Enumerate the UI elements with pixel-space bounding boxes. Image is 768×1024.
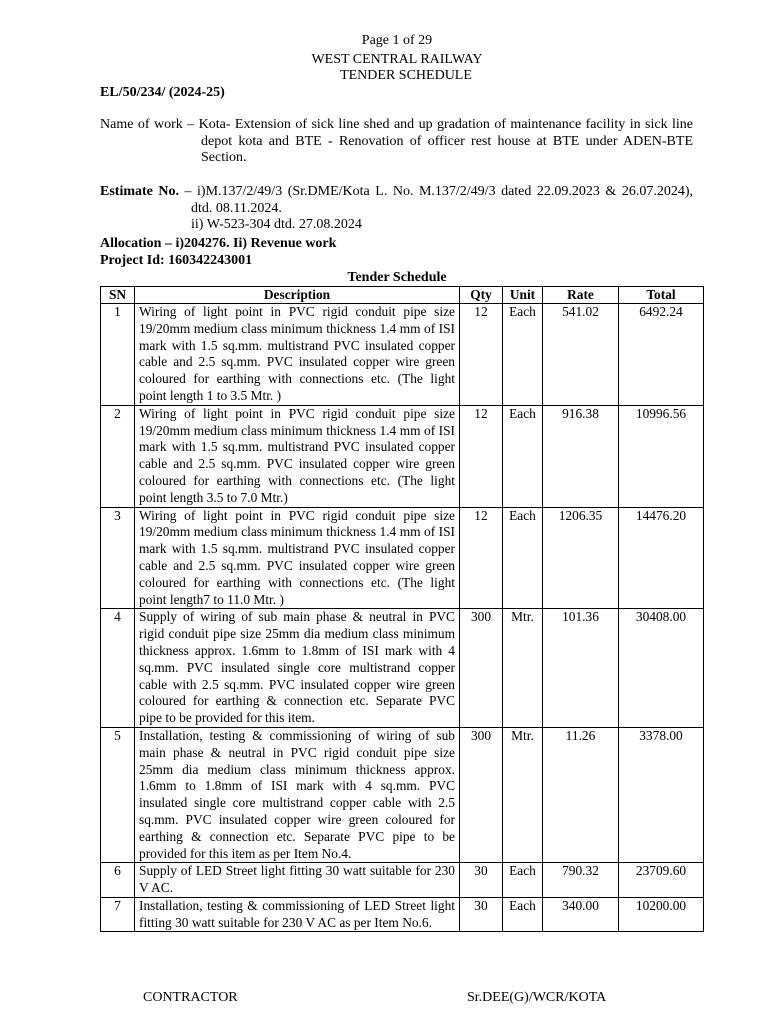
cell-description: Wiring of light point in PVC rigid conduit pipe size 19/20mm medium class minimum thickness 1.4 mm of ISI mark with 1.5 sq.mm. multistrand PVC insulated copper cable and 2.5 sq.mm. PVC insulated copper wire green coloured for earthing with connections etc. (The light point length7 to 11.0 Mtr. ) bbox=[135, 507, 460, 609]
cell-qty: 300 bbox=[460, 727, 503, 862]
cell-qty: 12 bbox=[460, 405, 503, 507]
name-of-work bbox=[100, 117, 693, 167]
cell-unit: Each bbox=[503, 863, 543, 898]
table-row bbox=[101, 727, 704, 862]
cell-sn: 3 bbox=[101, 507, 135, 609]
cell-sn: 4 bbox=[101, 609, 135, 728]
cell-unit: Mtr. bbox=[503, 727, 543, 862]
table-row bbox=[101, 863, 704, 898]
header-description: Description bbox=[135, 287, 460, 304]
cell-qty: 30 bbox=[460, 897, 503, 932]
cell-total: 23709.60 bbox=[619, 863, 704, 898]
cell-sn: 6 bbox=[101, 863, 135, 898]
cell-total: 10200.00 bbox=[619, 897, 704, 932]
cell-total: 10996.56 bbox=[619, 405, 704, 507]
cell-qty: 300 bbox=[460, 609, 503, 728]
table-row bbox=[101, 897, 704, 932]
estimate-line1 bbox=[100, 184, 693, 201]
cell-description: Installation, testing & commissioning of wiring of sub main phase & neutral in PVC rigid conduit pipe size 25mm dia medium class minimum thickness approx. 1.6mm to 1.8mm of ISI mark with 4 sq.mm. PVC insulated single core multistrand copper cable with 2.5 sq.mm. PVC insulated copper wire green coloured for earthing & connection etc. Separate PVC pipe to be provided for this item as per Item No.4. bbox=[135, 727, 460, 862]
header-total: Total bbox=[619, 287, 704, 304]
cell-rate: 101.36 bbox=[543, 609, 619, 728]
project-id: Project Id: 160342243001 bbox=[100, 253, 253, 268]
cell-qty: 12 bbox=[460, 304, 503, 406]
estimate-line2: dtd. 08.11.2024. bbox=[191, 200, 282, 216]
cell-rate: 11.26 bbox=[543, 727, 619, 862]
header-rate: Rate bbox=[543, 287, 619, 304]
document-title: TENDER SCHEDULE bbox=[340, 68, 472, 83]
cell-description: Supply of wiring of sub main phase & neutral in PVC rigid conduit pipe size 25mm dia medium class minimum thickness approx. 1.6mm to 1.8mm of ISI mark with 4 sq.mm. PVC insulated single core multistrand copper cable with 2.5 sq.mm. PVC insulated copper wire green coloured for earthing & connection etc. Separate PVC pipe to be provided for this item. bbox=[135, 609, 460, 728]
cell-rate: 340.00 bbox=[543, 897, 619, 932]
cell-sn: 5 bbox=[101, 727, 135, 862]
table-row bbox=[101, 405, 704, 507]
cell-unit: Mtr. bbox=[503, 609, 543, 728]
cell-description: Wiring of light point in PVC rigid conduit pipe size 19/20mm medium class minimum thickness 1.4 mm of ISI mark with 1.5 sq.mm. multistrand PVC insulated copper cable and 2.5 sq.mm. PVC insulated copper wire green coloured for earthing with connections etc. (The light point length 1 to 3.5 Mtr. ) bbox=[135, 304, 460, 406]
cell-unit: Each bbox=[503, 507, 543, 609]
cell-sn: 1 bbox=[101, 304, 135, 406]
table-header-row bbox=[101, 287, 704, 304]
table-title: Tender Schedule bbox=[347, 270, 447, 285]
officer-signature-label: Sr.DEE(G)/WCR/KOTA bbox=[467, 990, 607, 1005]
estimate-label: Estimate No. bbox=[100, 184, 179, 199]
cell-rate: 916.38 bbox=[543, 405, 619, 507]
allocation: Allocation – i)204276. Ii) Revenue work bbox=[100, 236, 337, 251]
header-sn: SN bbox=[101, 287, 135, 304]
name-of-work-line1: Name of work – Kota- Extension of sick line shed and up gradation of maintenance facility in sick line bbox=[100, 117, 693, 132]
cell-description: Installation, testing & commissioning of LED Street light fitting 30 watt suitable for 230 V AC as per Item No.6. bbox=[135, 897, 460, 932]
cell-sn: 7 bbox=[101, 897, 135, 932]
cell-sn: 2 bbox=[101, 405, 135, 507]
cell-rate: 1206.35 bbox=[543, 507, 619, 609]
cell-total: 6492.24 bbox=[619, 304, 704, 406]
table-row bbox=[101, 507, 704, 609]
estimate-line3: ii) W-523-304 dtd. 27.08.2024 bbox=[191, 217, 362, 232]
header-qty: Qty bbox=[460, 287, 503, 304]
name-of-work-rest: depot kota and BTE - Renovation of officer rest house at BTE under ADEN-BTE Section. bbox=[201, 133, 693, 165]
contractor-signature-label: CONTRACTOR bbox=[143, 990, 238, 1005]
reference-number: EL/50/234/ (2024-25) bbox=[100, 85, 225, 100]
cell-total: 30408.00 bbox=[619, 609, 704, 728]
cell-description: Wiring of light point in PVC rigid conduit pipe size 19/20mm medium class minimum thickness 1.4 mm of ISI mark with 1.5 sq.mm. multistrand PVC insulated copper cable and 2.5 sq.mm. PVC insulated copper wire green coloured for earthing with connections etc. (The light point length 3.5 to 7.0 Mtr.) bbox=[135, 405, 460, 507]
estimate-line1-text: – i)M.137/2/49/3 (Sr.DME/Kota L. No. M.137/2/49/3 dated 22.09.2023 & 26.07.2024), bbox=[179, 184, 693, 199]
cell-qty: 12 bbox=[460, 507, 503, 609]
table-row bbox=[101, 609, 704, 728]
page-number: Page 1 of 29 bbox=[361, 33, 433, 48]
organization-name: WEST CENTRAL RAILWAY bbox=[311, 52, 483, 67]
tender-schedule-table bbox=[100, 286, 704, 932]
cell-unit: Each bbox=[503, 897, 543, 932]
cell-rate: 790.32 bbox=[543, 863, 619, 898]
estimate-number bbox=[100, 184, 693, 234]
cell-qty: 30 bbox=[460, 863, 503, 898]
cell-description: Supply of LED Street light fitting 30 watt suitable for 230 V AC. bbox=[135, 863, 460, 898]
header-unit: Unit bbox=[503, 287, 543, 304]
cell-total: 3378.00 bbox=[619, 727, 704, 862]
cell-unit: Each bbox=[503, 304, 543, 406]
table-row bbox=[101, 304, 704, 406]
cell-unit: Each bbox=[503, 405, 543, 507]
cell-total: 14476.20 bbox=[619, 507, 704, 609]
cell-rate: 541.02 bbox=[543, 304, 619, 406]
